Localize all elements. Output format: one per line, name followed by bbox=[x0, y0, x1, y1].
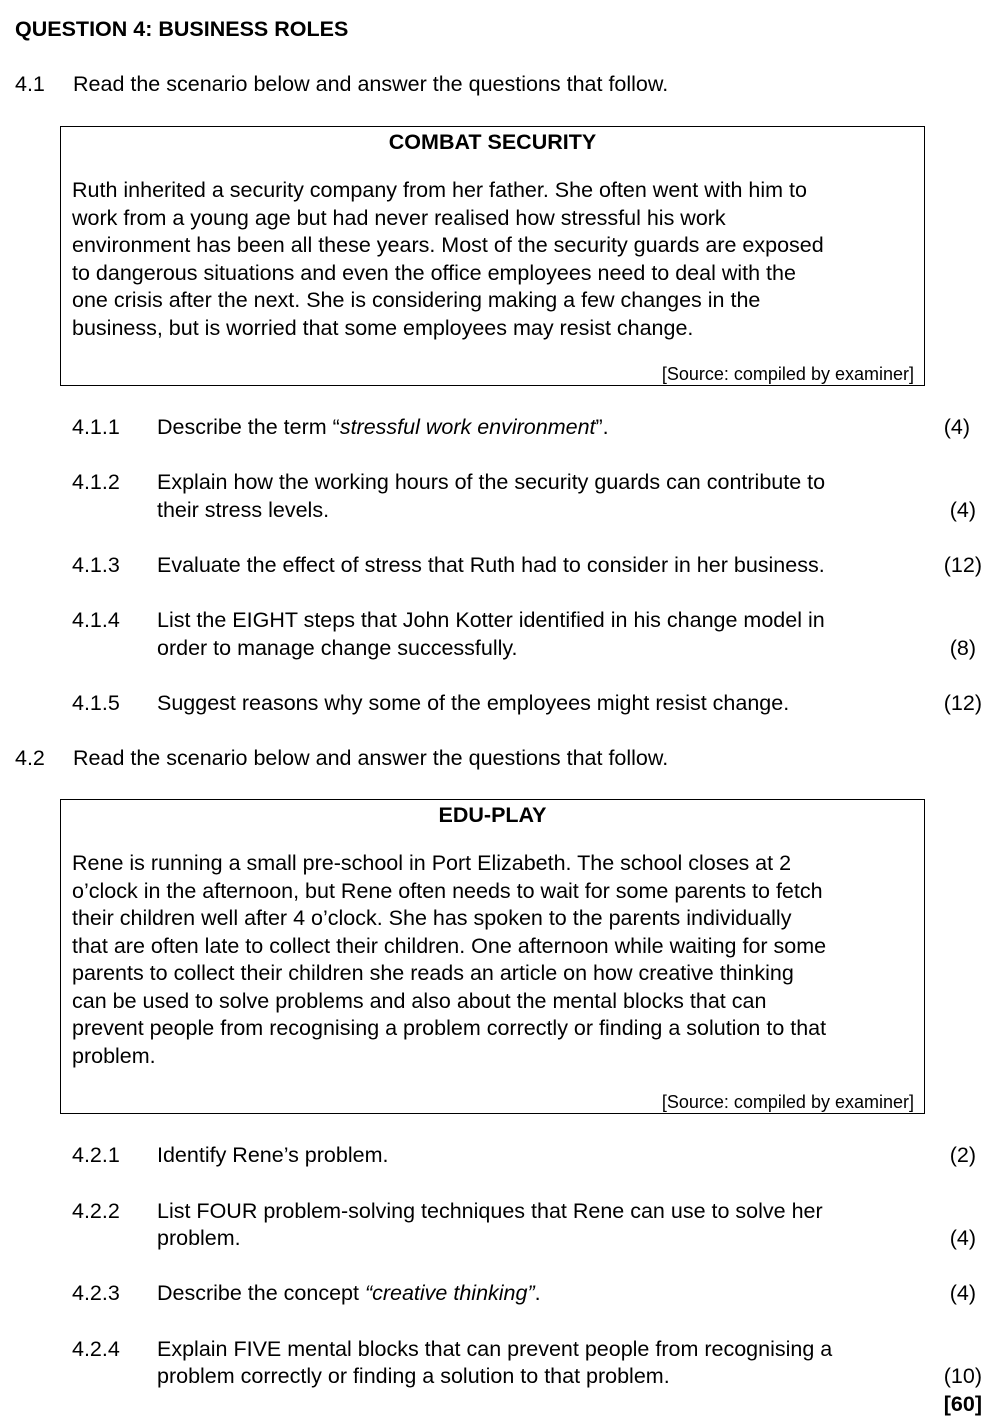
section-number-4-2: 4.2 bbox=[15, 746, 45, 770]
case-line: one crisis after the next. She is considering making a few changes in the bbox=[72, 288, 761, 312]
question-text: problem correctly or finding a solution to that problem. bbox=[157, 1364, 670, 1388]
question-text: Explain FIVE mental blocks that can prevent people from recognising a bbox=[157, 1337, 833, 1361]
question-number: 4.1.3 bbox=[72, 553, 120, 577]
question-text: their stress levels. bbox=[157, 498, 330, 522]
case-line: Rene is running a small pre-school in Port Elizabeth. The school closes at 2 bbox=[72, 851, 792, 875]
question-marks: (12) bbox=[943, 553, 982, 577]
case-study-box-combat-security bbox=[60, 126, 925, 386]
question-text-part: . bbox=[534, 1281, 541, 1305]
total-marks: [60] bbox=[943, 1392, 982, 1416]
question-text: order to manage change successfully. bbox=[157, 636, 518, 660]
case-line: that are often late to collect their children. One afternoon while waiting for some bbox=[72, 933, 827, 958]
question-text: Explain how the working hours of the security guards can contribute to bbox=[157, 470, 826, 494]
question-number: 4.1.5 bbox=[72, 691, 120, 715]
section-instruction-4-2: Read the scenario below and answer the questions that follow. bbox=[73, 746, 669, 770]
question-text: Evaluate the effect of stress that Ruth had to consider in her business. bbox=[157, 553, 825, 577]
case-line: business, but is worried that some employees may resist change. bbox=[72, 315, 694, 340]
question-marks: (8) bbox=[949, 636, 976, 660]
section-instruction-4-1: Read the scenario below and answer the questions that follow. bbox=[73, 72, 669, 96]
case-study-text bbox=[72, 850, 916, 1070]
case-study-box-edu-play bbox=[60, 799, 925, 1114]
question-text: Identify Rene’s problem. bbox=[157, 1143, 389, 1167]
question-number: 4.2.3 bbox=[72, 1281, 120, 1305]
question-marks: (4) bbox=[943, 415, 970, 439]
case-line: work from a young age but had never realised how stressful his work bbox=[72, 205, 726, 230]
case-study-text bbox=[72, 177, 916, 342]
question-text bbox=[157, 1280, 541, 1308]
question-number: 4.1.2 bbox=[72, 470, 120, 494]
question-number: 4.2.4 bbox=[72, 1337, 120, 1361]
case-study-title: COMBAT SECURITY bbox=[388, 130, 597, 154]
question-text-part: ”. bbox=[595, 415, 609, 439]
question-number: 4.1.1 bbox=[72, 415, 120, 439]
case-study-title: EDU-PLAY bbox=[438, 803, 547, 827]
question-number: 4.1.4 bbox=[72, 608, 120, 632]
case-source: [Source: compiled by examiner] bbox=[661, 364, 914, 384]
case-line: to dangerous situations and even the office employees need to deal with the bbox=[72, 260, 796, 285]
question-number: 4.2.1 bbox=[72, 1143, 120, 1167]
question-text-part: Describe the concept bbox=[157, 1281, 365, 1305]
question-marks: (10) bbox=[943, 1364, 982, 1388]
question-text-part: Describe the term “ bbox=[157, 415, 340, 439]
question-text: List FOUR problem-solving techniques that Rene can use to solve her bbox=[157, 1199, 823, 1223]
question-marks: (4) bbox=[949, 1226, 976, 1250]
question-text-italic: “creative thinking” bbox=[364, 1281, 535, 1305]
case-line: prevent people from recognising a problem correctly or finding a solution to that bbox=[72, 1016, 827, 1040]
case-line: parents to collect their children she reads an article on how creative thinking bbox=[72, 961, 794, 985]
question-text: problem. bbox=[157, 1226, 241, 1250]
case-line: their children well after 4 o’clock. She has spoken to the parents individually bbox=[72, 906, 792, 930]
question-text: List the EIGHT steps that John Kotter identified in his change model in bbox=[157, 608, 825, 632]
question-heading: QUESTION 4: BUSINESS ROLES bbox=[15, 17, 349, 41]
question-marks: (12) bbox=[943, 691, 982, 715]
question-number: 4.2.2 bbox=[72, 1199, 120, 1223]
case-line: can be used to solve problems and also about the mental blocks that can bbox=[72, 988, 767, 1013]
case-line: environment has been all these years. Most of the security guards are exposed bbox=[72, 233, 824, 257]
question-text-italic: stressful work environment bbox=[339, 415, 596, 439]
case-line: problem. bbox=[72, 1043, 156, 1068]
question-text: Suggest reasons why some of the employees might resist change. bbox=[157, 691, 790, 715]
question-marks: (4) bbox=[949, 498, 976, 522]
case-line: Ruth inherited a security company from her father. She often went with him to bbox=[72, 178, 807, 202]
question-marks: (4) bbox=[949, 1281, 976, 1305]
case-source: [Source: compiled by examiner] bbox=[661, 1092, 914, 1112]
question-marks: (2) bbox=[949, 1143, 976, 1167]
section-number-4-1: 4.1 bbox=[15, 72, 45, 96]
case-line: o’clock in the afternoon, but Rene often needs to wait for some parents to fetch bbox=[72, 878, 823, 903]
question-text bbox=[157, 414, 609, 442]
